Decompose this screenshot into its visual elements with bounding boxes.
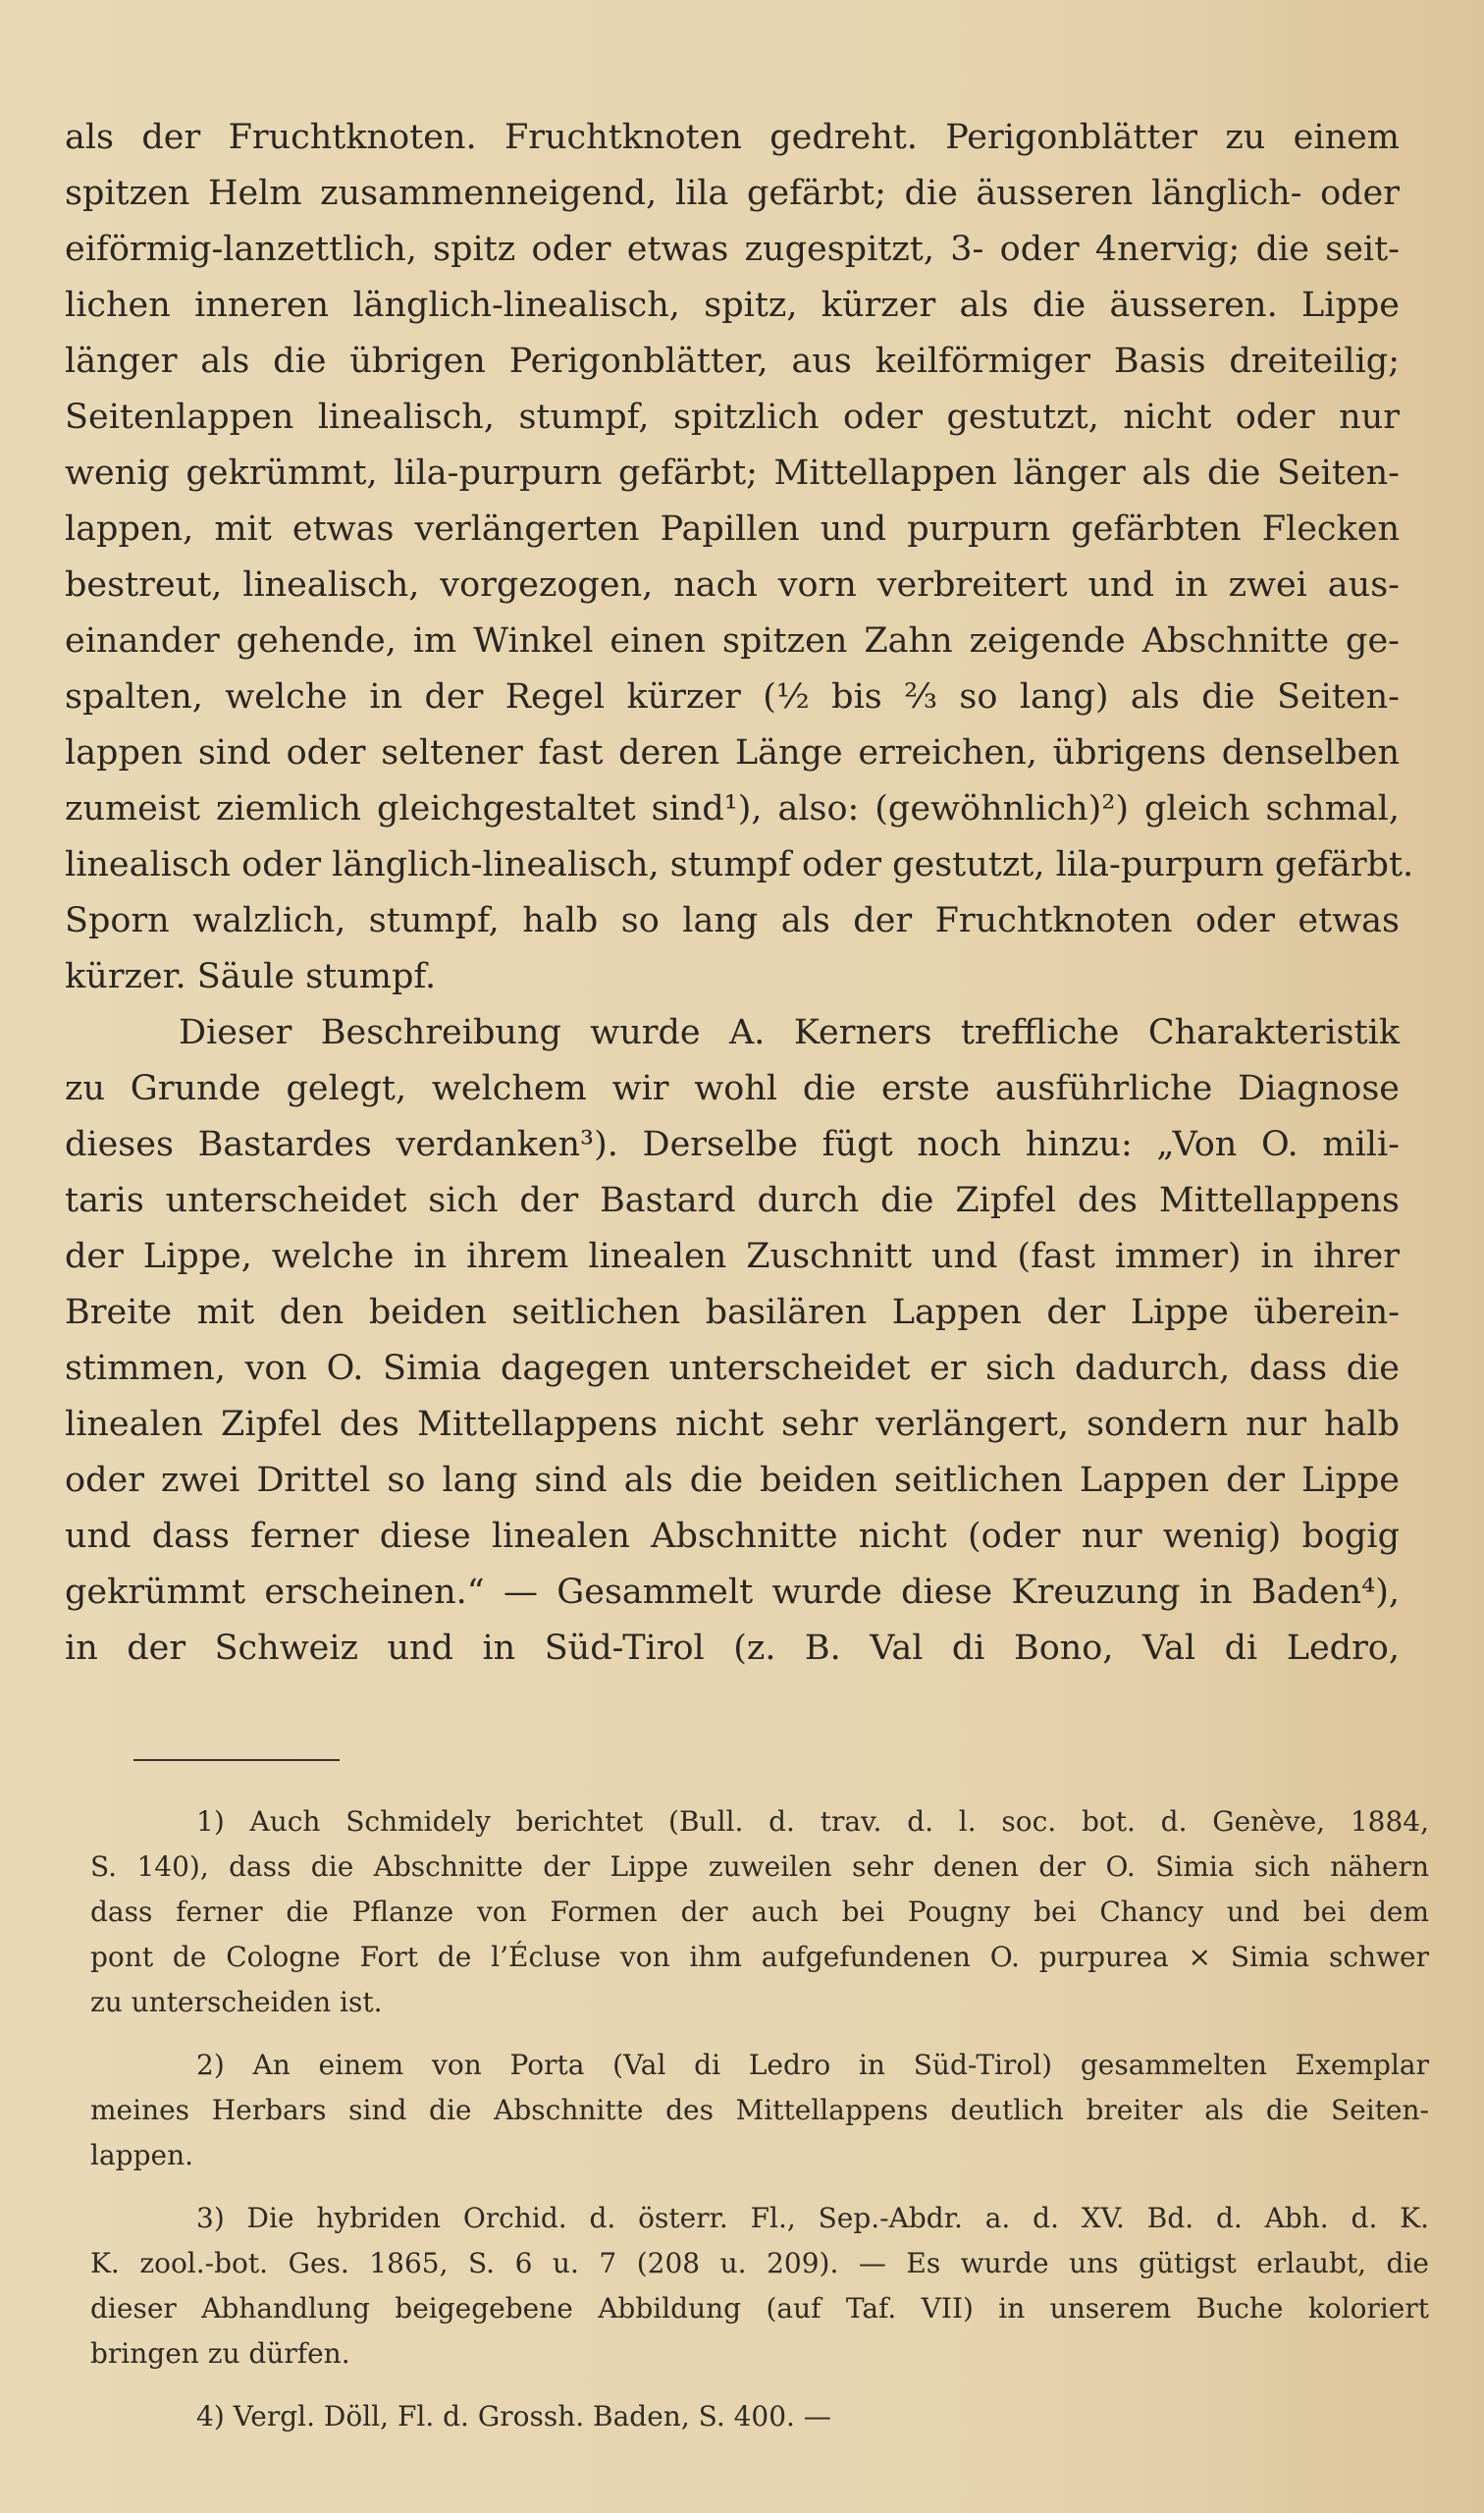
body-line: zu Grunde gelegt, welchem wir wohl die erste ausführliche Diagnose (65, 1069, 1400, 1108)
footnote-line: dass ferner die Pflanze von Formen der auch bei Pougny bei Chancy und bei dem (90, 1896, 1429, 1928)
body-line: eiförmig-lanzettlich, spitz oder etwas zugespitzt, 3- oder 4nervig; die seit- (65, 230, 1400, 269)
footnote-line: dieser Abhandlung beigegebene Abbildung (auf Taf. VII) in unserem Buche koloriert (90, 2292, 1429, 2325)
body-line: lichen inneren länglich-linealisch, spitz, kürzer als die äusseren. Lippe (65, 286, 1400, 325)
body-line: in der Schweiz und in Süd-Tirol (z. B. Val di Bono, Val di Ledro, (65, 1629, 1400, 1668)
footnote-line: K. zool.-bot. Ges. 1865, S. 6 u. 7 (208 u. 209). — Es wurde uns gütigst erlaubt, die (90, 2247, 1429, 2279)
body-line: linealen Zipfel des Mittellappens nicht sehr verlängert, sondern nur halb (65, 1405, 1400, 1444)
body-line: als der Fruchtknoten. Fruchtknoten gedreht. Perigonblätter zu einem (65, 118, 1400, 157)
footnote-line: zu unterscheiden ist. (90, 1986, 383, 2018)
footnote (90, 2394, 1429, 2439)
body-line: Dieser Beschreibung wurde A. Kerners treffliche Charakteristik (179, 1013, 1400, 1052)
footnote-line: 3) Die hybriden Orchid. d. österr. Fl., Sep.-Abdr. a. d. XV. Bd. d. Abh. d. K. (196, 2202, 1429, 2234)
body-line: gekrümmt erscheinen.“ — Gesammelt wurde diese Kreuzung in Baden⁴), (65, 1573, 1400, 1612)
body-line: und dass ferner diese linealen Abschnitte nicht (oder nur wenig) bogig (65, 1517, 1400, 1556)
body-line: lappen, mit etwas verlängerten Papillen und purpurn gefärbten Flecken (65, 509, 1400, 549)
body-line: zumeist ziemlich gleichgestaltet sind¹), also: (gewöhnlich)²) gleich schmal, (65, 789, 1400, 829)
footnotes (90, 1799, 1429, 2439)
body-line: länger als die übrigen Perigonblätter, aus keilförmiger Basis dreiteilig; (65, 342, 1400, 381)
footnote-divider (133, 1759, 340, 1761)
body-line: Sporn walzlich, stumpf, halb so lang als der Fruchtknoten oder etwas (65, 901, 1400, 940)
footnote-line: 2) An einem von Porta (Val di Ledro in Süd-Tirol) gesammelten Exemplar (196, 2049, 1429, 2081)
body-line: der Lippe, welche in ihrem linealen Zuschnitt und (fast immer) in ihrer (65, 1237, 1400, 1276)
footnote (90, 1799, 1429, 2025)
body-text (65, 110, 1414, 1677)
body-line: oder zwei Drittel so lang sind als die beiden seitlichen Lappen der Lippe (65, 1461, 1400, 1500)
footnote-line: S. 140), dass die Abschnitte der Lippe zuweilen sehr denen der O. Simia sich nähern (90, 1850, 1429, 1883)
footnote-line: bringen zu dürfen. (90, 2337, 350, 2370)
footnote-line: 4) Vergl. Döll, Fl. d. Grossh. Baden, S. 400. — (196, 2400, 831, 2433)
body-line: wenig gekrümmt, lila-purpurn gefärbt; Mittellappen länger als die Seiten- (65, 454, 1400, 493)
body-line: spitzen Helm zusammenneigend, lila gefärbt; die äusseren länglich- oder (65, 174, 1400, 213)
footnote-line: lappen. (90, 2139, 193, 2171)
footnote-line: meines Herbars sind die Abschnitte des Mittellappens deutlich breiter als die Seiten- (90, 2094, 1429, 2126)
body-line: Breite mit den beiden seitlichen basilären Lappen der Lippe überein- (65, 1293, 1400, 1332)
body-line: taris unterscheidet sich der Bastard durch die Zipfel des Mittellappens (65, 1181, 1400, 1220)
body-line: spalten, welche in der Regel kürzer (½ bis ⅔ so lang) als die Seiten- (65, 677, 1400, 717)
body-line: Seitenlappen linealisch, stumpf, spitzlich oder gestutzt, nicht oder nur (65, 398, 1400, 437)
body-line: stimmen, von O. Simia dagegen unterscheidet er sich dadurch, dass die (65, 1349, 1400, 1388)
footnote (90, 2196, 1429, 2377)
body-line: einander gehende, im Winkel einen spitzen Zahn zeigende Abschnitte ge- (65, 621, 1400, 661)
body-line: lappen sind oder seltener fast deren Länge erreichen, übrigens denselben (65, 733, 1400, 773)
footnote-line: 1) Auch Schmidely berichtet (Bull. d. trav. d. l. soc. bot. d. Genève, 1884, (196, 1805, 1429, 1838)
footnote (90, 2043, 1429, 2178)
body-line: dieses Bastardes verdanken³). Derselbe fügt noch hinzu: „Von O. mili- (65, 1125, 1400, 1164)
body-line: linealisch oder länglich-linealisch, stumpf oder gestutzt, lila-purpurn gefärbt. (65, 845, 1414, 884)
footnote-line: pont de Cologne Fort de l’Écluse von ihm aufgefundenen O. purpurea × Simia schwer (90, 1941, 1429, 1973)
body-line: bestreut, linealisch, vorgezogen, nach vorn verbreitert und in zwei aus- (65, 565, 1400, 605)
body-line: kürzer. Säule stumpf. (65, 957, 437, 996)
